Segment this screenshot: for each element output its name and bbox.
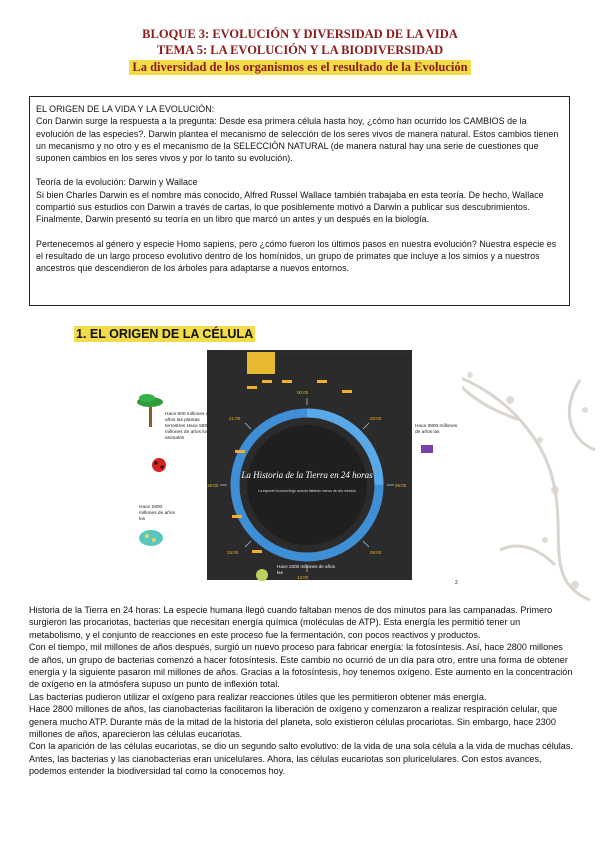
body-paragraph: Historia de la Tierra en 24 horas: La especie humana llegó cuando faltaban menos de dos minutos para las campanadas. Primero surgieron las procariotas, bacterias que necesitan energía química (moléculas de ATP). Esta energía les permitió tener un metabolismo, y el conjunto de reacciones en este proceso fue la fermentación, con pocos reactivos y productos.	[29, 605, 553, 640]
topic-title: TEMA 5: LA EVOLUCIÓN Y LA BIODIVERSIDAD	[156, 43, 444, 57]
eukaryote-icon	[256, 569, 268, 581]
hour-label: 21:00	[229, 416, 241, 421]
hour-label: 12:00	[297, 575, 309, 580]
body-text	[29, 604, 574, 778]
cyanobacteria-icon	[139, 530, 163, 546]
body-paragraph: Con el tiempo, mil millones de años después, surgió un nuevo proceso para fabricar energía: la fotosíntesis. Así, hace 2800 millones de años, un grupo de bacterias comenzó a hacer fotosíntesis. Este cambio no ocurrió de un día para otro, entre una forma de obtener energía y la siguiente pasaron mil millones de años. Gracias a la fotosíntesis, hoy tenemos oxígeno. Este aumento en la concentración de oxígeno en la atmósfera supuso un punto de inflexión total.	[29, 642, 573, 690]
palm-tree-icon	[137, 394, 163, 427]
ladybug-icon	[152, 458, 166, 472]
intro-paragraph: Con Darwin surge la respuesta a la pregunta: Desde esa primera célula hasta hoy, ¿cómo han ocurrido los CAMBIOS de la evolución de las especies?. Darwin plantea el mecanismo de selección de los seres vivos de manera natural. Estos cambios tienen un mecanismo y no otro y es el mecanismo de la SELECCIÓN NATURAL (de manera natural hay una serie de cuestiones que suponen cambios en los seres vivos y por lo tanto su evolución).	[36, 116, 559, 164]
intro-heading: EL ORIGEN DE LA VIDA Y LA EVOLUCIÓN:	[36, 104, 215, 114]
center-title: La Historia de la Tierra en 24 horas	[241, 470, 373, 480]
note-right-text: Hace 3800 millones de años las	[415, 424, 458, 435]
bacteria-icon	[421, 445, 433, 453]
note-left-bottom-text: Hace 2800 millones de años los	[139, 505, 175, 522]
note-left-top-text: Hace 500 millones de años las plantas terrestres Hace 580 millones de años los animales	[165, 412, 212, 441]
human-icon	[247, 352, 275, 374]
body-paragraph: Las bacterias pudieron utilizar el oxígeno para realizar reacciones útiles que les permitieron obtener más energía.	[29, 691, 487, 702]
figure-page-number: 2	[455, 580, 458, 586]
svg-text:H. sapiens moderno solo lleva	[279, 356, 410, 362]
block-title: BLOQUE 3: EVOLUCIÓN Y DIVERSIDAD DE LA VIDA	[142, 27, 458, 41]
svg-text:La especie humana llegó cuando	[258, 489, 356, 493]
center-subtitle: La especie humana llegó cuando faltaban menos de dos minutos	[258, 489, 356, 493]
hour-label: 03:00	[370, 416, 382, 421]
theory-paragraph: Si bien Charles Darwin es el nombre más conocido, Alfred Russel Wallace también trabajaba en esta teoría. De hecho, Wallace compartió sus estudios con Darwin a través de cartas, lo que posiblemente motivó a Darwin a publicar sus descubrimientos. Finalmente, Darwin presentó su teoría en un libro que marcó un antes y un después en la biología.	[36, 189, 544, 225]
section-title: 1. EL ORIGEN DE LA CÉLULA	[76, 327, 254, 341]
hour-label: 00:00	[297, 390, 309, 395]
theory-heading: Teoría de la evolución: Darwin y Wallace	[36, 177, 198, 188]
subtitle: La diversidad de los organismos es el resultado de la Evolución	[129, 60, 470, 75]
homo-sapiens-paragraph: Pertenecemos al género y especie Homo sapiens, pero ¿cómo fueron los últimos pasos en nuestra evolución? Nuestra especie es el resultado de un largo proceso evolutivo dentro de los homínidos, un grupo de primates que incluye a los simios y a nuestros ancestros que descendieron de los árboles para adaptarse a nuevos entornos.	[36, 238, 557, 274]
title-block	[0, 26, 600, 76]
svg-text:La Historia de la Tierra en 24	[240, 470, 373, 480]
hour-label: 18:00	[207, 483, 219, 488]
body-paragraph: Con la aparición de las células eucariotas, se dio un segundo salto evolutivo: de la vida de una sola célula a la vida de muchas células. Antes, las bacterias y las cianobacterias eran unicelulares. Ahora, las células eucariotas son pluricelulares. Con estos avances, podemos entender la biodiversidad tal como la conocemos hoy.	[29, 741, 573, 777]
body-paragraph: Hace 2800 millones de años, las cianobacterias facilitaron la liberación de oxígeno y comenzaron a realizar respiración celular, que genera mucho ATP. Durante más de la mitad de la historia del planeta, solo existieron células procariotas. Sin embargo, hace 2300 millones de años, aparecieron las células eucariotas.	[29, 704, 558, 740]
earth-24h-svg	[137, 350, 462, 594]
intro-box	[29, 96, 570, 306]
note-bottom-text: Hace 2300 millones de años las	[277, 564, 335, 575]
hour-label: 09:00	[370, 550, 382, 555]
earth-24h-figure	[137, 350, 462, 594]
hour-label: 15:00	[227, 550, 239, 555]
top-note: H. sapiens moderno solo lleva 80 minutos que existe.	[279, 356, 410, 362]
hour-label: 06:00	[395, 483, 407, 488]
clock-face	[247, 425, 367, 545]
